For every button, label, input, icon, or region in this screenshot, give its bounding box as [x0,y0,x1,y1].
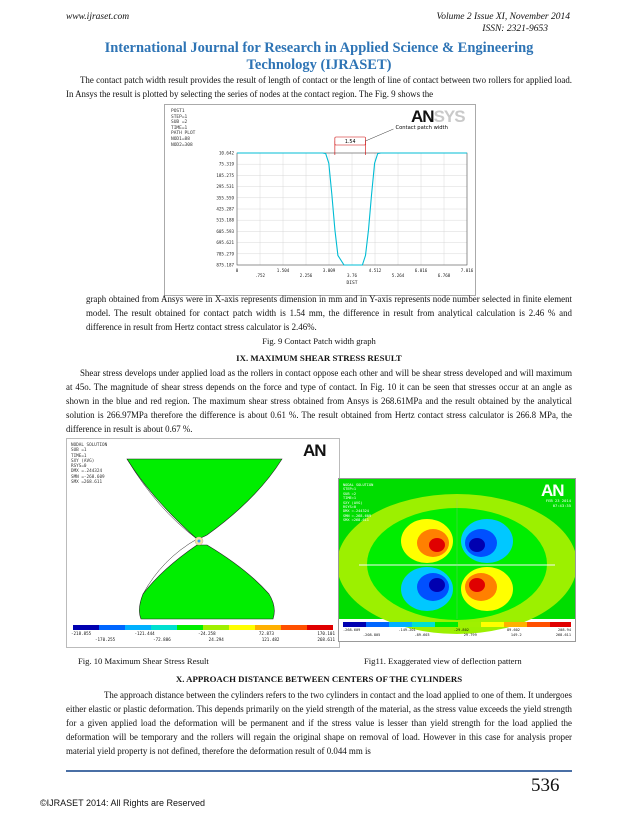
fig11-legend-top-labels: -268.609 -149.201 -29.802 89.602 208.94 [343,628,571,632]
footer-rule [66,770,572,772]
issn: ISSN: 2321-9653 [482,24,548,34]
x-tick-label: 2.256 [299,273,313,278]
y-tick-label: 355.559 [216,195,234,201]
fig10-info-block: NODAL SOLUTION SUB =1 TIME=1 SXY (AVG) RSYS=0 DMX =.244324 SMN =-268.609 SMX =268.611 [71,443,108,486]
fig11-caption: Fig11. Exaggerated view of deflection pattern [364,656,522,666]
x-tick-label: 7.016 [460,268,474,273]
x-tick-label: 3.009 [322,268,336,273]
journal-website: www.ijraset.com [66,12,130,22]
ansys-logo: AN [541,481,564,500]
fig9-contact-patch-graph [164,104,476,296]
fig11-deflection-image [338,478,576,642]
ansys-logo: AN [303,441,326,460]
annotation-leader [365,129,393,141]
fig9-info-block: POST1 STEP=1 SUB =2 TIME=1 PATH PLOT NOD1=88 NOD2=308 [171,109,196,148]
y-tick-label: 605.593 [216,228,234,234]
y-tick-label: 425.287 [216,206,234,212]
x-tick-label: 6.768 [437,273,451,278]
fig10-caption: Fig. 10 Maximum Shear Stress Result [78,656,209,666]
journal-title-line2: Technology (IJRASET) [246,57,392,73]
lower-roller [139,545,274,619]
section-ix-paragraph: Shear stress develops under applied load as the rollers in contact oppose each other and will be shear stress developed and will maximum at 45o. The magnitude of shear stress depends on the force and type of contact. In Fig. 10 it can be seen that stresses occur at an angle as shown in the blue and red region. The maximum shear stress obtained from Ansys is 268.61MPa and the result obtained by the analytical solution is 266.97MPa therefore the difference is about 0.61 %. The result obtained from Hertz contact stress calculator is 266.8 MPa, the difference in result is about 0.67 %. [66,368,572,434]
y-tick-label: 695.621 [216,240,234,246]
page-number: 536 [531,775,560,796]
x-tick-label: .752 [254,273,266,278]
fig10-shear-stress-image [66,438,340,648]
y-tick-label: 515.188 [216,217,234,223]
fig10-legend-top-labels: -218.855 -121.444 -24.258 72.873 170.101 [71,631,335,636]
fig9-chart [165,105,475,295]
y-tick-label: 875.187 [216,262,234,268]
annotation-label: Contact patch width [395,125,448,131]
section-ix-heading: IX. MAXIMUM SHEAR STRESS RESULT [236,353,402,363]
journal-title-line1: International Journal for Research in Applied Science & Engineering [104,40,534,56]
x-tick-label: 6.016 [414,268,428,273]
x-tick-label: 3.76 [346,273,358,278]
y-tick-label: 185.275 [216,172,234,178]
fig10-legend-bar [73,625,333,630]
x-axis-label: DIST [346,281,358,286]
x-tick-label: 4.512 [368,268,382,273]
fig11-legend-bar [343,622,571,627]
section-x-heading: X. APPROACH DISTANCE BETWEEN CENTERS OF THE CYLINDERS [175,674,463,684]
fig11-timestamp: FEB 23 2014 07:43:35 [545,498,571,508]
y-tick-label: 75.319 [218,161,234,167]
volume-issue: Volume 2 Issue XI, November 2014 [436,12,570,22]
upper-roller [127,459,282,539]
y-tick-label: 10.642 [218,150,234,156]
ansys-logo: ANSYS [411,107,465,126]
fig9-explanation: graph obtained from Ansys were in X-axis represents dimension in mm and in Y-axis represents node number selected in finite element model. The result obtained for contact patch width is 1.54 mm, the difference in result from analytical calculation is 2.46 % and difference in result from Hertz contact stress calculator is 2.46%. [86,294,572,332]
patch-value: 1.54 [344,140,356,145]
intro-paragraph: The contact patch width result provides the result of length of contact or the length of line of contact between two rollers for applied load. In Ansys the result is plotted by selecting the series of nodes at the contact region. The Fig. 9 shows the [66,75,572,99]
fig11-info-block: NODAL SOLUTION STEP=1 SUB =2 TIME=1 SXY (AVG) RSYS=0 DMX =.244324 SMN =-268.609 SMX =268.611 [343,483,374,523]
fig10-contour-plot [67,439,339,647]
fig11-contour-plot [339,479,575,641]
fig11-legend-bottom-labels: -208.805 -89.603 29.799 149.2 268.611 [363,633,571,637]
x-tick-label: 0 [235,268,239,273]
section-x-paragraph: The approach distance between the cylinders refers to the two cylinders in contact and the load applied to one of them. It undergoes either elastic or plastic deformation. This depends primarily on the yield strength of the material, as the stress value exceeds the yield strength for a given applied load the deformation will be permanent and if the stress value is lesser than yield strength for the load applied the deformation will be temporary and the rollers will regain the original shape on removal of load. However in this case for analysis proper material yield property is not defined, therefore the deformation result of 0.044 mm is [66,690,572,756]
fig9-caption: Fig. 9 Contact Patch width graph [262,336,376,346]
x-tick-label: 1.504 [276,268,290,273]
y-tick-label: 785.279 [216,251,234,257]
fig10-legend-bottom-labels: -170.255 -72.886 24.294 121.482 268.611 [95,637,335,642]
y-tick-label: 295.531 [216,184,234,190]
x-tick-label: 5.264 [391,273,405,278]
copyright-notice: ©IJRASET 2014: All Rights are Reserved [40,798,206,808]
